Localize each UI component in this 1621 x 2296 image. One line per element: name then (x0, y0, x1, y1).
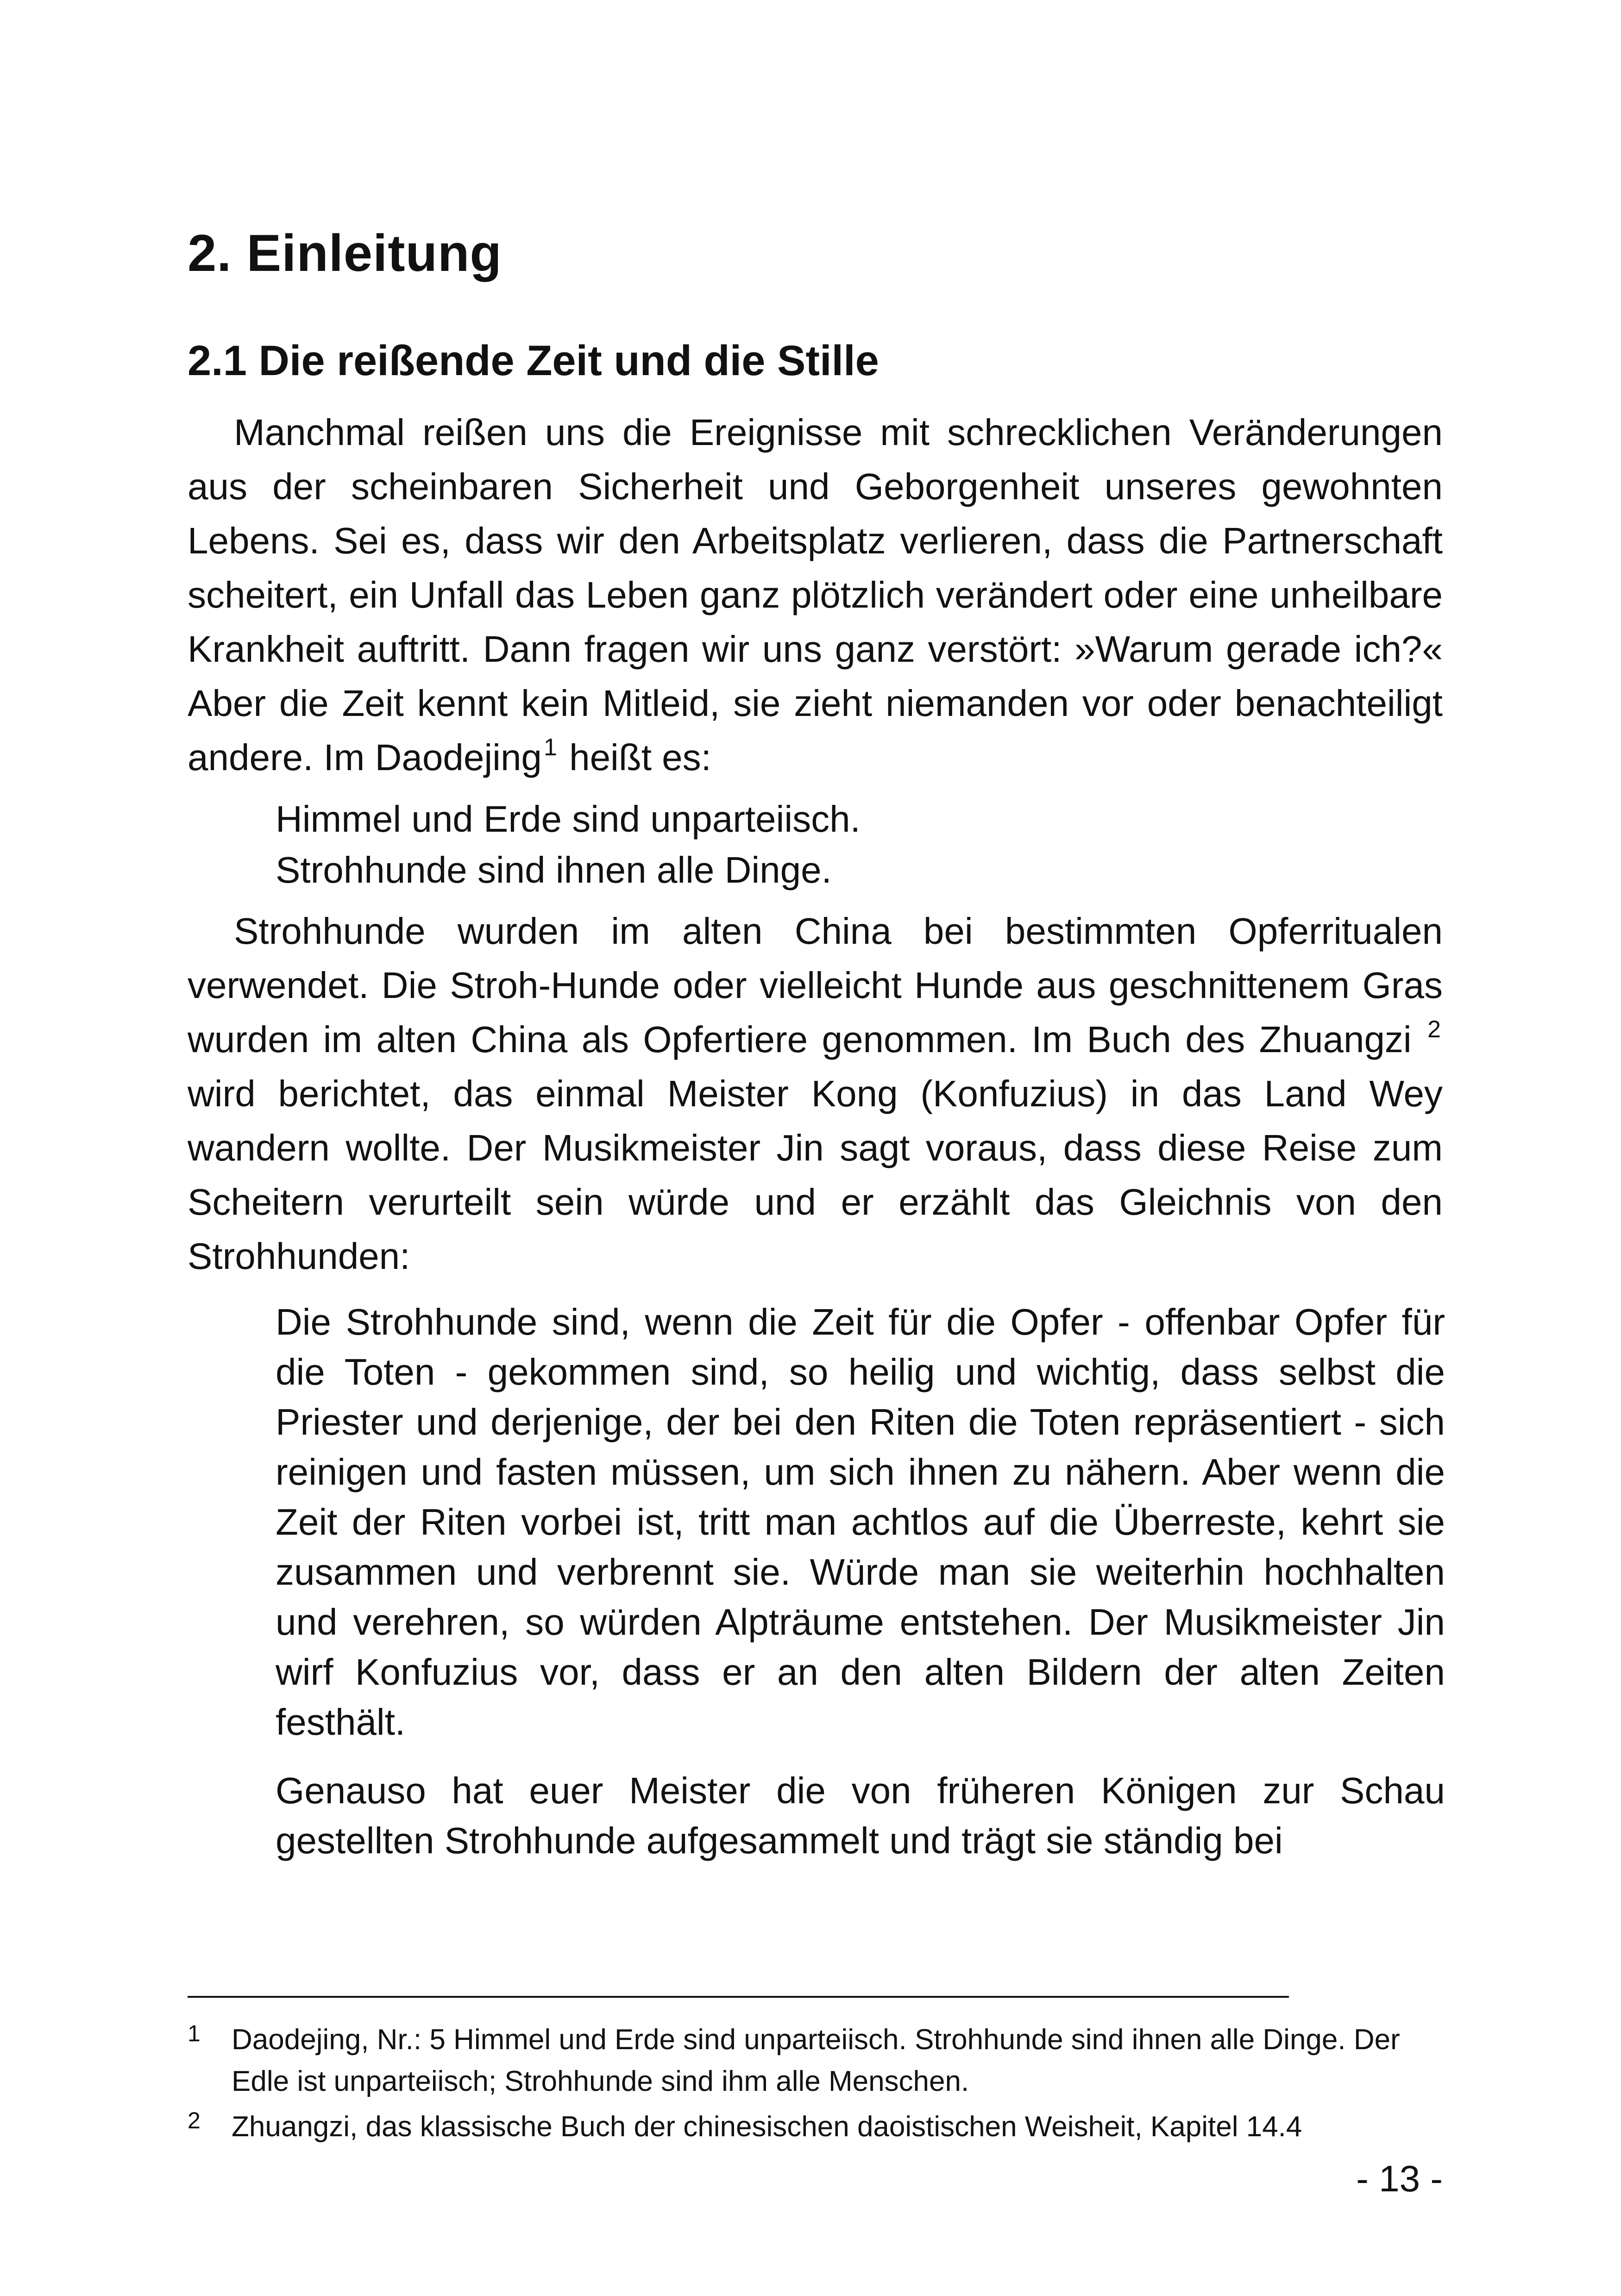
footnote-reference-1[interactable]: 1 (543, 734, 557, 761)
verse-line-1: Himmel und Erde sind unparteiisch. (276, 798, 861, 840)
block-quote-1: Die Strohhunde sind, wenn die Zeit für die Opfer - offenbar Opfer für die Toten - gekommen sind, so heilig und wichtig, dass selbst die Priester und derjenige, der bei den Riten die Toten repräsentiert - sich reinigen und fasten müssen, um sich ihnen zu nähern. Aber wenn die Zeit der Riten vorbei ist, tritt man achtlos auf die Überreste, kehrt sie zusammen und verbrennt sie. Würde man sie weiterhin hochhalten und verehren, so würden Alpträume entstehen. Der Musikmeister Jin wirf Konfuzius vor, dass er an den alten Bildern der alten Zeiten festhält. (276, 1301, 1445, 1743)
footnote-number-1: 1 (188, 2020, 201, 2046)
section-heading: 2.1 Die reißende Zeit und die Stille (188, 337, 879, 385)
paragraph-intro (188, 405, 1443, 784)
verse-quote (276, 794, 1443, 896)
chapter-heading: 2. Einleitung (188, 224, 502, 282)
verse-line-2: Strohhunde sind ihnen alle Dinge. (276, 849, 832, 891)
footnote-reference-2[interactable]: 2 (1427, 1016, 1441, 1043)
footnote-text-2: Zhuangzi, das klassische Buch der chinesischen daoistischen Weisheit, Kapitel 14.4 (232, 2111, 1302, 2143)
paragraph-intro-text: Manchmal reißen uns die Ereignisse mit schrecklichen Veränderungen aus der scheinbaren Sicherheit und Geborgenheit unseres gewohnten Lebens. Sei es, dass wir den Arbeitsplatz verlieren, dass die Partnerschaft scheitert, ein Unfall das Leben ganz plötzlich verändert oder eine unheilbare Krankheit auftritt. Dann fragen wir uns ganz verstört: »Warum gerade ich?« Aber die Zeit kennt kein Mitleid, sie zieht niemanden vor oder benachteiligt andere. Im Daodejing (188, 411, 1443, 778)
paragraph-intro-tail: heißt es: (559, 736, 711, 778)
paragraph-strohhunde (188, 904, 1443, 1283)
footnote-number-2: 2 (188, 2108, 201, 2133)
footnote-1 (188, 2019, 1443, 2102)
page-number: - 13 - (1356, 2158, 1443, 2199)
paragraph-strohhunde-text-after: wird berichtet, das einmal Meister Kong (Konfuzius) in das Land Wey wandern wollte. Der Musikmeister Jin sagt voraus, dass diese Reise zum Scheitern verurteilt sein würde und er erzählt das Gleichnis von den Strohhunden: (188, 1073, 1443, 1277)
footnote-2 (188, 2106, 1443, 2148)
page-content (188, 222, 1443, 1866)
paragraph-strohhunde-text-before: Strohhunde wurden im alten China bei bestimmten Opferritualen verwendet. Die Stroh-Hunde oder vielleicht Hunde aus geschnittenem Gras wurden im alten China als Opfertiere genommen. Im Buch des Zhuangzi (188, 910, 1443, 1060)
footnote-text-1: Daodejing, Nr.: 5 Himmel und Erde sind unparteiisch. Strohhunde sind ihnen alle Dinge. Der Edle ist unparteiisch; Strohhunde sind ihm alle Menschen. (232, 2024, 1400, 2097)
footnotes (188, 2019, 1443, 2152)
block-quote-2: Genauso hat euer Meister die von früheren Königen zur Schau gestellten Strohhunde aufgesammelt und trägt sie ständig bei (276, 1769, 1445, 1861)
footnote-divider (188, 1996, 1289, 1998)
